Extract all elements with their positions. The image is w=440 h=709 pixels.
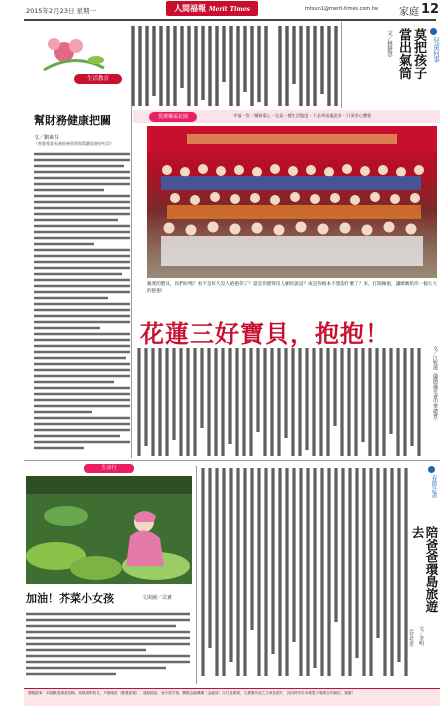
paper-name: 人間福報	[174, 3, 207, 13]
garden-figures	[26, 476, 192, 584]
group-photo	[147, 126, 437, 278]
article-body-lines	[26, 612, 190, 676]
column-label	[428, 28, 439, 92]
column-label-text: 生活行	[101, 465, 117, 471]
bottom-left-article	[24, 462, 194, 687]
column-divider	[341, 22, 342, 108]
masthead	[0, 0, 440, 20]
masthead-rule	[24, 19, 436, 21]
article-body-lines	[34, 152, 130, 452]
feature-body	[133, 346, 423, 458]
column-label-text: 生活教育	[86, 76, 109, 82]
article-headline: 陪爸爸環島旅遊去	[410, 526, 439, 613]
column-label	[74, 74, 122, 84]
article-headline: 加油！芥菜小女孩	[26, 592, 114, 605]
left-article	[24, 22, 130, 467]
bullet-icon	[430, 28, 437, 35]
feature-headline: 花蓮三好寶貝，抱抱！	[140, 320, 390, 348]
bullet-icon	[428, 466, 435, 473]
column-label-text: 愛護樂福花園	[157, 113, 188, 120]
girl-photo	[26, 476, 192, 584]
contact-email: mtsun1@merit-times.com.tw	[305, 6, 378, 12]
article-headline: 幫財務健康把關	[34, 114, 111, 127]
photo-figures	[147, 126, 437, 278]
column-label	[149, 112, 197, 122]
photo-banner	[133, 110, 440, 123]
column-divider	[131, 100, 132, 458]
page-number: 12	[421, 2, 440, 17]
article-byline: 文與圖／以實	[142, 595, 173, 601]
bottom-notice-bar	[24, 688, 440, 706]
banner-text: 幸福一堂・樂捐愛心・也是一種生活態度・不必到遠處追求・只須用心體會	[233, 113, 372, 118]
bottom-right-article	[198, 462, 440, 687]
author-note: （台北市）	[408, 626, 414, 651]
column-label	[426, 466, 437, 526]
column-label	[84, 464, 134, 473]
article-byline: 文／李明	[418, 626, 424, 646]
bottom-notice: 閱報啟事：本版歡迎讀者投稿，來稿請附姓名、戶籍地址（郵遞區號）、連絡地址、身分證字號、轉帳金融機構（金融局）分行及帳號，凡獲選刊登之文章及照片，其同時刊於本報電子報與合作網站，謝謝！	[28, 691, 356, 695]
column-divider	[196, 466, 197, 684]
flower-illustration	[24, 22, 130, 77]
top-right-article	[344, 22, 440, 110]
article-intro: （香港專業家務財務管理與策劃協會研究員）	[34, 141, 114, 146]
body-text-lines	[198, 462, 412, 682]
photo-caption: 親愛的寶貝，你們好嗎？看不是好久沒人抱抱你了？還是你覺得沒人願你說話？或是你根本不想說什麼了？來，打開擁抱，讓媽媽給你一個大大的抱抱！	[147, 282, 437, 294]
body-text-lines	[133, 346, 423, 458]
section-name: 家庭	[399, 7, 419, 18]
section-divider	[24, 460, 440, 461]
paper-logo	[166, 1, 258, 16]
photo-section	[133, 110, 440, 306]
article-byline: 文／劉素芬	[34, 135, 60, 141]
article-byline: 文／林靜慧	[386, 30, 392, 57]
issue-date: 2015年2月23日 星期一	[26, 7, 97, 15]
column-label-text: 春節計畫	[430, 475, 437, 499]
column-label-text: 兒童何事	[432, 37, 440, 63]
article-body	[198, 462, 412, 682]
article-headline: 莫把孩子當出氣筒	[396, 28, 426, 80]
feature-byline: 文／江牧滋（國際佛光會中華總會）	[432, 346, 438, 423]
paper-name-en: Merit Times	[208, 6, 250, 13]
